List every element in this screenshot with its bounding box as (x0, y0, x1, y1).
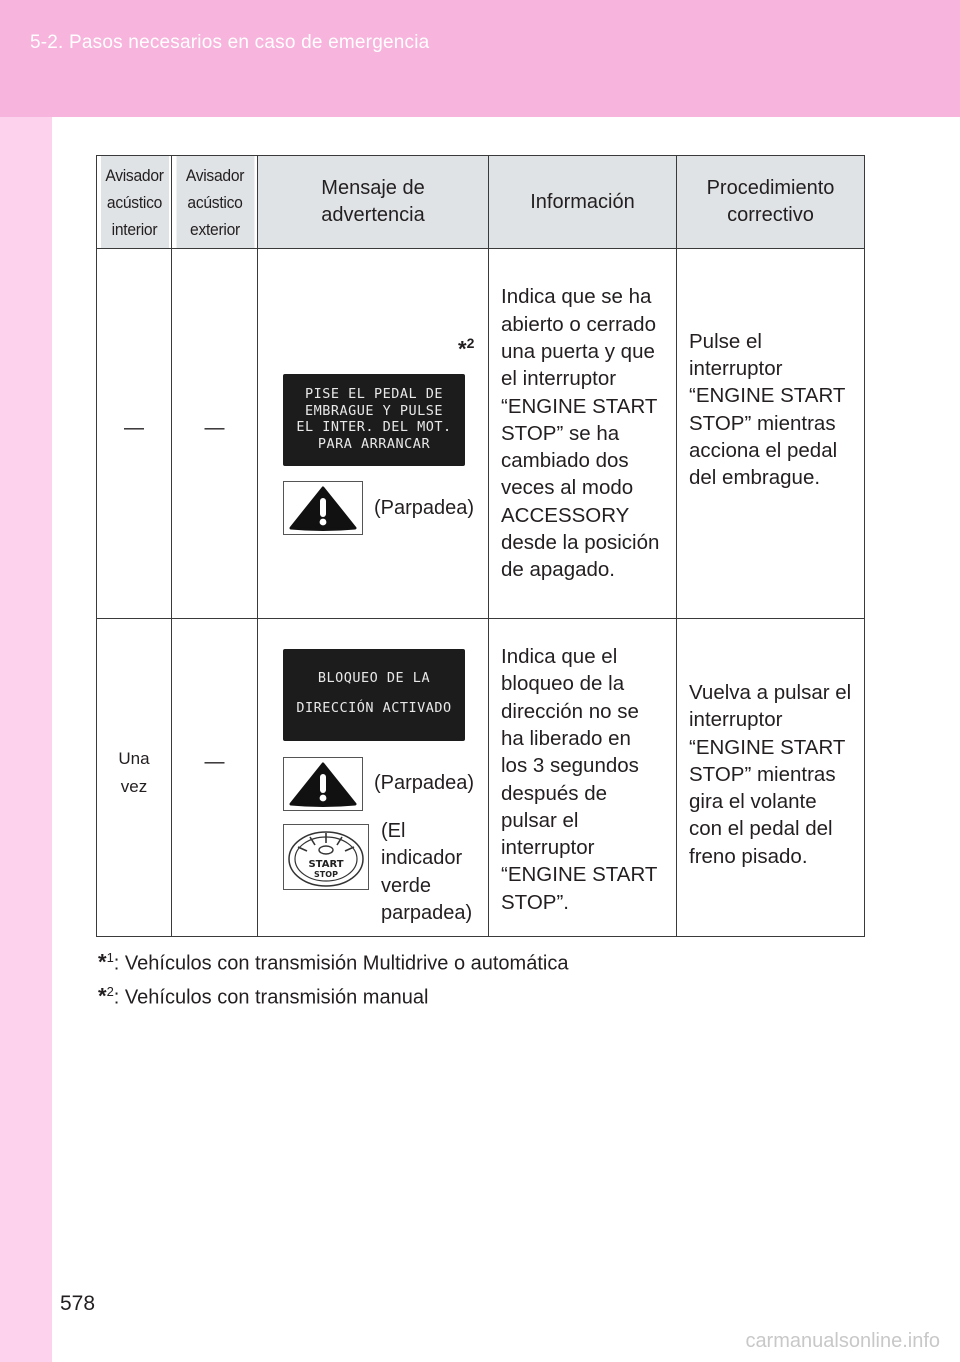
table-header-row (97, 156, 865, 249)
blink-label: (Parpadea) (374, 497, 475, 519)
warning-table (96, 155, 865, 937)
footnote-1: *$^1$: Vehículos con transmisión Multidrive o automática (98, 949, 569, 975)
header-band (0, 0, 960, 117)
watermark: carmanualsonline.info (745, 1330, 940, 1352)
header-corrective-procedure: Procedimiento correctivo (677, 156, 865, 249)
left-margin-strip (0, 117, 52, 1362)
start-text: START (308, 859, 344, 870)
screen-line: EL INTER. DEL MOT. (296, 419, 452, 435)
screen-line: DIRECCIÓN ACTIVADO (296, 700, 452, 716)
row2-procedure-text: Vuelva a pulsar el interruptor “ENGINE START STOP” mientras gira el volante con el pedal del freno pisado. (689, 680, 852, 868)
table-row (97, 249, 865, 619)
multi-info-display-steering-lock (283, 649, 465, 741)
screen-line: EMBRAGUE Y PULSE (304, 402, 444, 419)
table-row (97, 619, 865, 937)
section-title: 5-2. Pasos necesarios en caso de emergencia (30, 32, 430, 53)
multi-info-display-clutch (283, 374, 465, 466)
row2-exterior-buzzer: — (172, 619, 258, 937)
screen-line: BLOQUEO DE LA (317, 670, 431, 686)
row1-procedure-text: Pulse el interruptor “ENGINE START STOP” mientras acciona el pedal del embrague. (689, 329, 846, 490)
row1-information (489, 249, 677, 619)
page-number: 578 (60, 1292, 96, 1315)
screen-line: PISE EL PEDAL DE (304, 386, 444, 402)
row1-interior-buzzer: — (97, 249, 172, 619)
header-exterior-buzzer: Avisador acústico exterior (175, 156, 254, 249)
exclamation-triangle-icon (287, 485, 359, 531)
row2-corrective-procedure (677, 619, 865, 937)
row2-information (489, 619, 677, 937)
blink-label: (Parpadea) (374, 772, 475, 794)
start-stop-button-icon (286, 827, 366, 887)
exclamation-triangle-icon (287, 761, 359, 807)
footnote-marker: *$^2$ (458, 335, 475, 362)
row2-information-text: Indica que el bloqueo de la dirección no se ha liberado en los 3 segundos después de pulsar el interruptor “ENGINE START STOP”. (501, 645, 658, 914)
stop-text: STOP (314, 870, 338, 879)
footnotes (98, 944, 568, 1011)
row1-exterior-buzzer: — (172, 249, 258, 619)
warning-triangle-icon-box (283, 757, 363, 811)
row1-corrective-procedure (677, 249, 865, 619)
start-stop-icon-box (283, 824, 369, 890)
row2-interior-buzzer: Una vez (97, 619, 172, 937)
row1-information-text: Indica que se ha abierto o cerrado una puerta y que el interruptor “ENGINE START STOP” se ha cambiado dos veces al modo ACCESSORY desde la posición de apagado. (501, 285, 660, 582)
screen-line: PARA ARRANCAR (317, 435, 431, 452)
indicator-label: (El indicador verde parpadea) (381, 820, 473, 924)
header-interior-buzzer: Avisador acústico interior (100, 156, 169, 249)
row2-warning-message (258, 619, 489, 937)
warning-triangle-icon-box (283, 481, 363, 535)
row1-warning-message (258, 249, 489, 619)
header-information: Información (489, 156, 677, 249)
footnote-2: *$^2$: Vehículos con transmisión manual (98, 983, 429, 1009)
header-warning-message: Mensaje de advertencia (258, 156, 489, 249)
